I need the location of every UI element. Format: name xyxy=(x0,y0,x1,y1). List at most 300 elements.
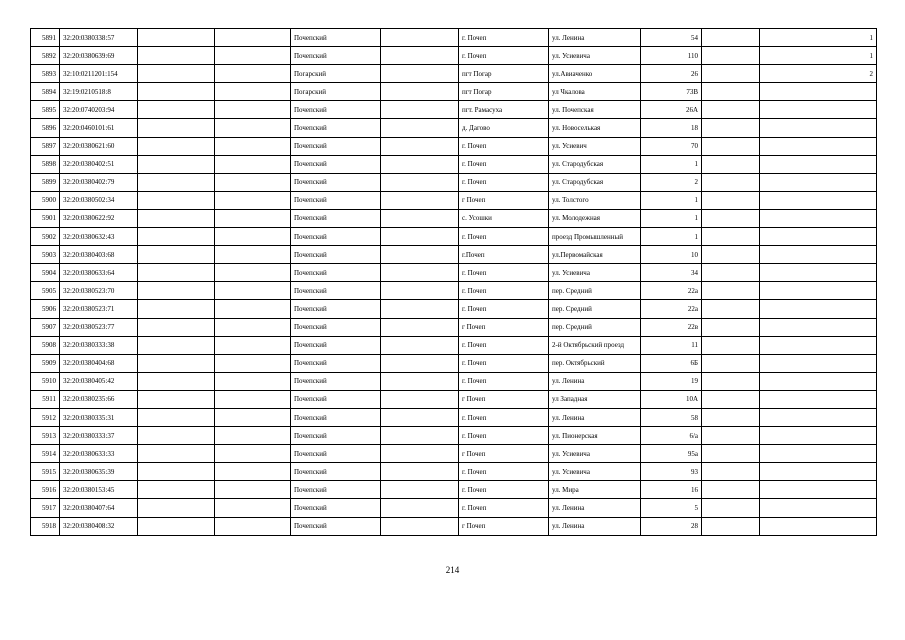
table-row xyxy=(31,137,877,155)
row-number-cell: 5912 xyxy=(31,408,60,426)
extra-value-cell xyxy=(760,264,877,282)
empty-cell xyxy=(215,47,291,65)
empty-cell xyxy=(702,264,760,282)
house-number-cell: 10 xyxy=(641,246,702,264)
district-cell: Почепский xyxy=(291,119,381,137)
empty-cell xyxy=(702,463,760,481)
empty-cell xyxy=(138,101,215,119)
empty-cell xyxy=(702,209,760,227)
district-cell: Почепский xyxy=(291,209,381,227)
empty-cell xyxy=(381,300,459,318)
table-row xyxy=(31,246,877,264)
house-number-cell: 95а xyxy=(641,445,702,463)
empty-cell xyxy=(702,499,760,517)
extra-value-cell xyxy=(760,517,877,535)
empty-cell xyxy=(381,372,459,390)
empty-cell xyxy=(381,318,459,336)
cadastral-number-cell: 32:20:0380408:32 xyxy=(60,517,138,535)
empty-cell xyxy=(702,155,760,173)
locality-cell: г. Почеп xyxy=(459,408,549,426)
house-number-cell: 2 xyxy=(641,173,702,191)
table-row xyxy=(31,354,877,372)
table-row xyxy=(31,65,877,83)
row-number-cell: 5914 xyxy=(31,445,60,463)
empty-cell xyxy=(138,155,215,173)
table-row xyxy=(31,191,877,209)
empty-cell xyxy=(138,390,215,408)
page-number: 214 xyxy=(445,565,460,575)
empty-cell xyxy=(138,463,215,481)
table-row xyxy=(31,517,877,535)
empty-cell xyxy=(138,246,215,264)
district-cell: Почепский xyxy=(291,101,381,119)
table-row xyxy=(31,300,877,318)
district-cell: Почепский xyxy=(291,354,381,372)
cadastral-number-cell: 32:20:0380633:33 xyxy=(60,445,138,463)
extra-value-cell xyxy=(760,191,877,209)
district-cell: Почепский xyxy=(291,463,381,481)
street-cell: ул. Усиевича xyxy=(549,47,641,65)
extra-value-cell xyxy=(760,463,877,481)
row-number-cell: 5909 xyxy=(31,354,60,372)
empty-cell xyxy=(215,101,291,119)
empty-cell xyxy=(381,191,459,209)
district-cell: Почепский xyxy=(291,499,381,517)
extra-value-cell xyxy=(760,372,877,390)
empty-cell xyxy=(215,155,291,173)
empty-cell xyxy=(702,336,760,354)
empty-cell xyxy=(381,463,459,481)
house-number-cell: 19 xyxy=(641,372,702,390)
empty-cell xyxy=(215,481,291,499)
empty-cell xyxy=(138,408,215,426)
empty-cell xyxy=(702,354,760,372)
locality-cell: г. Почеп xyxy=(459,463,549,481)
empty-cell xyxy=(381,173,459,191)
empty-cell xyxy=(215,246,291,264)
cadastral-number-cell: 32:19:0210518:8 xyxy=(60,83,138,101)
extra-value-cell xyxy=(760,408,877,426)
row-number-cell: 5918 xyxy=(31,517,60,535)
locality-cell: пгт. Рамасуха xyxy=(459,101,549,119)
empty-cell xyxy=(381,101,459,119)
table-row xyxy=(31,427,877,445)
house-number-cell: 18 xyxy=(641,119,702,137)
empty-cell xyxy=(702,65,760,83)
row-number-cell: 5901 xyxy=(31,209,60,227)
empty-cell xyxy=(702,119,760,137)
empty-cell xyxy=(702,372,760,390)
empty-cell xyxy=(215,282,291,300)
table-row xyxy=(31,318,877,336)
cadastral-number-cell: 32:20:0380335:31 xyxy=(60,408,138,426)
house-number-cell: 1 xyxy=(641,191,702,209)
empty-cell xyxy=(702,173,760,191)
empty-cell xyxy=(215,390,291,408)
table-row xyxy=(31,155,877,173)
empty-cell xyxy=(215,336,291,354)
empty-cell xyxy=(138,318,215,336)
cadastral-number-cell: 32:20:0380502:34 xyxy=(60,191,138,209)
locality-cell: г Почеп xyxy=(459,517,549,535)
empty-cell xyxy=(381,408,459,426)
street-cell: пер. Средний xyxy=(549,318,641,336)
empty-cell xyxy=(215,209,291,227)
row-number-cell: 5902 xyxy=(31,228,60,246)
extra-value-cell: 2 xyxy=(760,65,877,83)
table-row xyxy=(31,209,877,227)
house-number-cell: 6/а xyxy=(641,427,702,445)
locality-cell: г. Почеп xyxy=(459,372,549,390)
street-cell: пер. Октябрьский xyxy=(549,354,641,372)
house-number-cell: 26А xyxy=(641,101,702,119)
cadastral-number-cell: 32:20:0380633:64 xyxy=(60,264,138,282)
cadastral-number-cell: 32:20:0380407:64 xyxy=(60,499,138,517)
street-cell: ул Чкалова xyxy=(549,83,641,101)
extra-value-cell xyxy=(760,318,877,336)
locality-cell: пгт Погар xyxy=(459,65,549,83)
house-number-cell: 1 xyxy=(641,209,702,227)
empty-cell xyxy=(138,336,215,354)
cadastral-number-cell: 32:10:0211201:154 xyxy=(60,65,138,83)
district-cell: Почепский xyxy=(291,481,381,499)
empty-cell xyxy=(138,427,215,445)
extra-value-cell: 1 xyxy=(760,29,877,47)
street-cell: проезд Промышленный xyxy=(549,228,641,246)
empty-cell xyxy=(138,228,215,246)
empty-cell xyxy=(381,336,459,354)
cadastral-number-cell: 32:20:0380333:38 xyxy=(60,336,138,354)
empty-cell xyxy=(381,445,459,463)
table-row xyxy=(31,264,877,282)
street-cell: ул. Ленина xyxy=(549,408,641,426)
empty-cell xyxy=(215,427,291,445)
locality-cell: д. Дагово xyxy=(459,119,549,137)
registry-table xyxy=(30,28,877,536)
empty-cell xyxy=(138,300,215,318)
empty-cell xyxy=(138,83,215,101)
locality-cell: г. Почеп xyxy=(459,336,549,354)
district-cell: Погарский xyxy=(291,83,381,101)
locality-cell: г Почеп xyxy=(459,191,549,209)
empty-cell xyxy=(138,209,215,227)
house-number-cell: 34 xyxy=(641,264,702,282)
street-cell: ул.Авиаченко xyxy=(549,65,641,83)
extra-value-cell xyxy=(760,83,877,101)
street-cell: пер. Средний xyxy=(549,282,641,300)
district-cell: Почепский xyxy=(291,228,381,246)
street-cell: ул. Усиевича xyxy=(549,463,641,481)
empty-cell xyxy=(215,119,291,137)
empty-cell xyxy=(702,481,760,499)
empty-cell xyxy=(702,246,760,264)
empty-cell xyxy=(702,427,760,445)
empty-cell xyxy=(215,264,291,282)
table-body xyxy=(31,29,877,536)
district-cell: Почепский xyxy=(291,445,381,463)
locality-cell: г. Почеп xyxy=(459,47,549,65)
house-number-cell: 22в xyxy=(641,318,702,336)
extra-value-cell xyxy=(760,246,877,264)
district-cell: Почепский xyxy=(291,282,381,300)
empty-cell xyxy=(702,408,760,426)
district-cell: Почепский xyxy=(291,372,381,390)
empty-cell xyxy=(381,264,459,282)
row-number-cell: 5906 xyxy=(31,300,60,318)
district-cell: Почепский xyxy=(291,427,381,445)
row-number-cell: 5916 xyxy=(31,481,60,499)
empty-cell xyxy=(215,354,291,372)
row-number-cell: 5894 xyxy=(31,83,60,101)
house-number-cell: 70 xyxy=(641,137,702,155)
table-row xyxy=(31,390,877,408)
street-cell: ул. Ленина xyxy=(549,517,641,535)
extra-value-cell xyxy=(760,282,877,300)
house-number-cell: 26 xyxy=(641,65,702,83)
empty-cell xyxy=(215,300,291,318)
empty-cell xyxy=(138,481,215,499)
locality-cell: г. Почеп xyxy=(459,481,549,499)
empty-cell xyxy=(702,517,760,535)
street-cell: ул. Толстого xyxy=(549,191,641,209)
street-cell: ул. Почепская xyxy=(549,101,641,119)
district-cell: Погарский xyxy=(291,65,381,83)
locality-cell: г.Почеп xyxy=(459,246,549,264)
empty-cell xyxy=(138,47,215,65)
empty-cell xyxy=(381,119,459,137)
locality-cell: г. Почеп xyxy=(459,228,549,246)
extra-value-cell xyxy=(760,119,877,137)
extra-value-cell xyxy=(760,228,877,246)
extra-value-cell xyxy=(760,101,877,119)
empty-cell xyxy=(702,29,760,47)
locality-cell: г Почеп xyxy=(459,390,549,408)
extra-value-cell xyxy=(760,390,877,408)
empty-cell xyxy=(702,318,760,336)
row-number-cell: 5903 xyxy=(31,246,60,264)
empty-cell xyxy=(381,481,459,499)
empty-cell xyxy=(138,517,215,535)
locality-cell: г. Почеп xyxy=(459,427,549,445)
extra-value-cell xyxy=(760,445,877,463)
locality-cell: г. Почеп xyxy=(459,354,549,372)
district-cell: Почепский xyxy=(291,246,381,264)
street-cell: ул. Стародубская xyxy=(549,173,641,191)
house-number-cell: 16 xyxy=(641,481,702,499)
table-row xyxy=(31,408,877,426)
house-number-cell: 54 xyxy=(641,29,702,47)
extra-value-cell xyxy=(760,499,877,517)
row-number-cell: 5897 xyxy=(31,137,60,155)
empty-cell xyxy=(381,65,459,83)
cadastral-number-cell: 32:20:0380523:71 xyxy=(60,300,138,318)
row-number-cell: 5908 xyxy=(31,336,60,354)
empty-cell xyxy=(381,155,459,173)
district-cell: Почепский xyxy=(291,264,381,282)
street-cell: ул. Мира xyxy=(549,481,641,499)
street-cell: ул. Усиевич xyxy=(549,137,641,155)
empty-cell xyxy=(215,463,291,481)
district-cell: Почепский xyxy=(291,318,381,336)
locality-cell: г. Почеп xyxy=(459,137,549,155)
house-number-cell: 5 xyxy=(641,499,702,517)
cadastral-number-cell: 32:20:0380523:70 xyxy=(60,282,138,300)
empty-cell xyxy=(702,390,760,408)
empty-cell xyxy=(215,173,291,191)
cadastral-number-cell: 32:20:0740203:94 xyxy=(60,101,138,119)
locality-cell: г. Почеп xyxy=(459,173,549,191)
table-row xyxy=(31,445,877,463)
empty-cell xyxy=(381,209,459,227)
district-cell: Почепский xyxy=(291,390,381,408)
cadastral-number-cell: 32:20:0380402:51 xyxy=(60,155,138,173)
empty-cell xyxy=(381,83,459,101)
house-number-cell: 22а xyxy=(641,282,702,300)
street-cell: ул. Молодежная xyxy=(549,209,641,227)
street-cell: ул. Усиевича xyxy=(549,264,641,282)
empty-cell xyxy=(381,29,459,47)
street-cell: ул. Стародубская xyxy=(549,155,641,173)
empty-cell xyxy=(381,390,459,408)
street-cell: ул.Первомайская xyxy=(549,246,641,264)
empty-cell xyxy=(138,372,215,390)
house-number-cell: 22а xyxy=(641,300,702,318)
district-cell: Почепский xyxy=(291,173,381,191)
empty-cell xyxy=(381,517,459,535)
district-cell: Почепский xyxy=(291,517,381,535)
empty-cell xyxy=(215,517,291,535)
empty-cell xyxy=(215,191,291,209)
empty-cell xyxy=(381,499,459,517)
row-number-cell: 5917 xyxy=(31,499,60,517)
house-number-cell: 28 xyxy=(641,517,702,535)
table-row xyxy=(31,83,877,101)
empty-cell xyxy=(381,228,459,246)
table-row xyxy=(31,372,877,390)
row-number-cell: 5893 xyxy=(31,65,60,83)
house-number-cell: 6Б xyxy=(641,354,702,372)
cadastral-number-cell: 32:20:0380405:42 xyxy=(60,372,138,390)
empty-cell xyxy=(138,499,215,517)
house-number-cell: 11 xyxy=(641,336,702,354)
empty-cell xyxy=(138,191,215,209)
district-cell: Почепский xyxy=(291,336,381,354)
cadastral-number-cell: 32:20:0380402:79 xyxy=(60,173,138,191)
empty-cell xyxy=(381,427,459,445)
extra-value-cell xyxy=(760,354,877,372)
empty-cell xyxy=(215,65,291,83)
street-cell: ул. Усиевича xyxy=(549,445,641,463)
empty-cell xyxy=(702,137,760,155)
cadastral-number-cell: 32:20:0380632:43 xyxy=(60,228,138,246)
row-number-cell: 5891 xyxy=(31,29,60,47)
table-row xyxy=(31,173,877,191)
row-number-cell: 5915 xyxy=(31,463,60,481)
row-number-cell: 5904 xyxy=(31,264,60,282)
street-cell: ул. Пионерская xyxy=(549,427,641,445)
house-number-cell: 73В xyxy=(641,83,702,101)
district-cell: Почепский xyxy=(291,300,381,318)
extra-value-cell xyxy=(760,336,877,354)
street-cell: ул. Ленина xyxy=(549,499,641,517)
extra-value-cell: 1 xyxy=(760,47,877,65)
house-number-cell: 58 xyxy=(641,408,702,426)
empty-cell xyxy=(138,137,215,155)
row-number-cell: 5913 xyxy=(31,427,60,445)
house-number-cell: 110 xyxy=(641,47,702,65)
empty-cell xyxy=(215,228,291,246)
empty-cell xyxy=(702,191,760,209)
locality-cell: г. Почеп xyxy=(459,282,549,300)
district-cell: Почепский xyxy=(291,29,381,47)
district-cell: Почепский xyxy=(291,191,381,209)
cadastral-number-cell: 32:20:0380153:45 xyxy=(60,481,138,499)
row-number-cell: 5910 xyxy=(31,372,60,390)
table-row xyxy=(31,119,877,137)
house-number-cell: 1 xyxy=(641,155,702,173)
locality-cell: г. Почеп xyxy=(459,300,549,318)
extra-value-cell xyxy=(760,173,877,191)
row-number-cell: 5892 xyxy=(31,47,60,65)
row-number-cell: 5905 xyxy=(31,282,60,300)
house-number-cell: 93 xyxy=(641,463,702,481)
empty-cell xyxy=(702,300,760,318)
empty-cell xyxy=(215,318,291,336)
cadastral-number-cell: 32:20:0380621:60 xyxy=(60,137,138,155)
empty-cell xyxy=(138,354,215,372)
cadastral-number-cell: 32:20:0380523:77 xyxy=(60,318,138,336)
empty-cell xyxy=(138,445,215,463)
row-number-cell: 5896 xyxy=(31,119,60,137)
empty-cell xyxy=(215,499,291,517)
cadastral-number-cell: 32:20:0380338:57 xyxy=(60,29,138,47)
extra-value-cell xyxy=(760,300,877,318)
street-cell: ул Западная xyxy=(549,390,641,408)
empty-cell xyxy=(215,29,291,47)
table-row xyxy=(31,101,877,119)
extra-value-cell xyxy=(760,155,877,173)
street-cell: ул. Новоселькая xyxy=(549,119,641,137)
table-row xyxy=(31,29,877,47)
district-cell: Почепский xyxy=(291,155,381,173)
extra-value-cell xyxy=(760,209,877,227)
house-number-cell: 1 xyxy=(641,228,702,246)
table-row xyxy=(31,282,877,300)
empty-cell xyxy=(702,282,760,300)
empty-cell xyxy=(702,83,760,101)
table-row xyxy=(31,228,877,246)
locality-cell: г. Почеп xyxy=(459,155,549,173)
row-number-cell: 5895 xyxy=(31,101,60,119)
extra-value-cell xyxy=(760,137,877,155)
cadastral-number-cell: 32:20:0380235:66 xyxy=(60,390,138,408)
empty-cell xyxy=(381,246,459,264)
locality-cell: г. Почеп xyxy=(459,264,549,282)
empty-cell xyxy=(138,29,215,47)
empty-cell xyxy=(138,264,215,282)
locality-cell: с. Усошки xyxy=(459,209,549,227)
locality-cell: пгт Погар xyxy=(459,83,549,101)
row-number-cell: 5899 xyxy=(31,173,60,191)
empty-cell xyxy=(381,354,459,372)
locality-cell: г Почеп xyxy=(459,445,549,463)
table-row xyxy=(31,47,877,65)
empty-cell xyxy=(702,101,760,119)
cadastral-number-cell: 32:20:0380639:69 xyxy=(60,47,138,65)
cadastral-number-cell: 32:20:0460101:61 xyxy=(60,119,138,137)
row-number-cell: 5907 xyxy=(31,318,60,336)
street-cell: ул. Ленина xyxy=(549,372,641,390)
